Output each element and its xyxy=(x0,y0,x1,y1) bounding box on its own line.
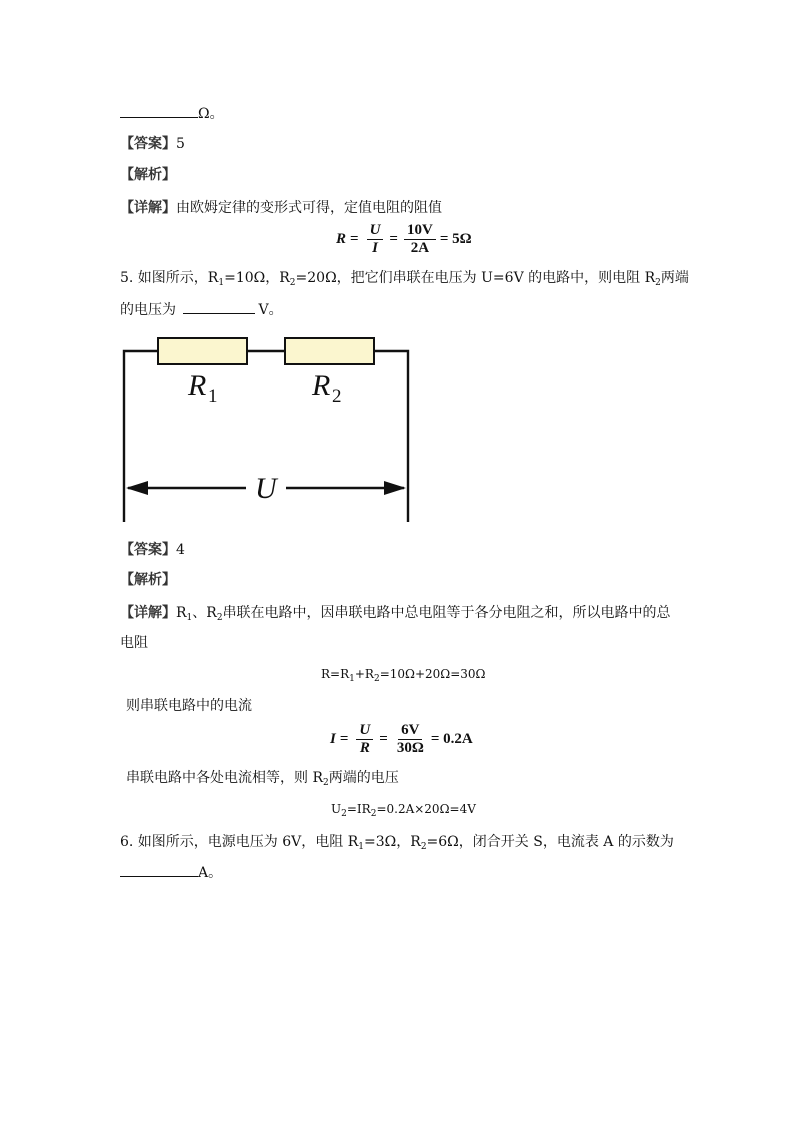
text: =10Ω+20Ω=30Ω xyxy=(379,667,486,681)
subscript: 1 xyxy=(349,674,355,684)
subscript: 2 xyxy=(373,674,380,684)
answer-label: 【答案】 xyxy=(120,136,176,152)
detail-label: 【详解】 xyxy=(120,200,176,216)
subscript: 2 xyxy=(341,809,347,819)
text: A。 xyxy=(198,865,223,881)
subscript: 1 xyxy=(186,613,193,623)
frac-num: U xyxy=(367,222,384,240)
subscript: 2 xyxy=(289,278,296,288)
formula-result: = 5Ω xyxy=(439,231,472,247)
stem-text: V。 xyxy=(258,302,283,318)
subscript: 2 xyxy=(370,809,377,819)
answer-value: 4 xyxy=(176,542,185,558)
answer-blank xyxy=(183,299,255,314)
q5-answer xyxy=(120,540,185,560)
q5-eq-u2 xyxy=(331,802,476,819)
q6-stem-line1 xyxy=(120,832,674,857)
subscript: 1 xyxy=(218,278,225,288)
text: 电阻 xyxy=(120,635,148,651)
q5-current-text xyxy=(126,696,252,716)
text: 、R xyxy=(192,605,217,621)
text: 则串联电路中的电流 xyxy=(126,698,252,714)
q4-detail xyxy=(120,198,442,218)
frac-num: 10V xyxy=(404,222,436,240)
q4-analysis xyxy=(120,165,176,185)
q5-voltage-text xyxy=(126,768,399,793)
text: 串联在电路中，因串联电路中总电阻等于各分电阻之和，所以电路中的总 xyxy=(222,605,671,621)
stem-text: =10Ω，R xyxy=(224,270,290,286)
text: 串联电路中各处电流相等，则 R xyxy=(126,770,323,786)
r1-sub: 1 xyxy=(208,386,218,407)
answer-label: 【答案】 xyxy=(120,542,176,558)
resistor-r1 xyxy=(158,338,247,364)
q5-formula xyxy=(330,722,473,757)
q5-detail-line2 xyxy=(120,633,148,653)
q6-stem-line2 xyxy=(120,862,222,883)
frac-num: 6V xyxy=(398,722,422,740)
subscript: 2 xyxy=(323,778,329,788)
wire-right xyxy=(374,351,408,522)
subscript: 1 xyxy=(358,842,365,852)
q5-stem-line1 xyxy=(120,268,689,293)
formula-eq: = xyxy=(350,231,359,247)
formula-eq: = xyxy=(339,731,349,747)
answer-value: 5 xyxy=(176,136,185,152)
circuit-diagram xyxy=(118,332,414,526)
detail-text: 由欧姆定律的变形式可得，定值电阻的阻值 xyxy=(176,200,442,216)
wire-left xyxy=(124,351,158,522)
answer-blank xyxy=(120,862,198,877)
q4-answer xyxy=(120,134,185,154)
q5-eq-total xyxy=(321,667,486,684)
formula-eq: = xyxy=(389,231,398,247)
stem-text: 的电压为 xyxy=(120,302,181,318)
text: 两端的电压 xyxy=(328,770,399,786)
text: U xyxy=(331,802,342,816)
frac-den: I xyxy=(372,240,378,256)
stem-text: 两端 xyxy=(660,270,689,286)
formula-lhs: R xyxy=(336,231,347,247)
analysis-label: 【解析】 xyxy=(120,167,176,183)
subscript: 2 xyxy=(420,842,427,852)
u-label: U xyxy=(255,472,277,505)
formula-lhs: I xyxy=(330,731,336,747)
detail-label: 【详解】 xyxy=(120,605,176,621)
stem-text: 5. 如图所示，R xyxy=(120,270,219,286)
r2-sub: 2 xyxy=(332,386,342,407)
q4-formula xyxy=(336,222,472,257)
formula-eq: = xyxy=(379,731,388,747)
stem-text: =20Ω，把它们串联在电压为 U=6V 的电路中，则电阻 R xyxy=(295,270,656,286)
resistor-r2 xyxy=(285,338,374,364)
formula-fraction xyxy=(404,222,436,257)
r2-label: R xyxy=(312,369,331,402)
frac-den: R xyxy=(359,740,370,756)
r1-label: R xyxy=(188,369,207,402)
text: =0.2A×20Ω=4V xyxy=(376,802,476,816)
formula-fraction xyxy=(356,722,373,757)
q4-blank-line xyxy=(120,103,224,124)
formula-result: = 0.2A xyxy=(430,731,473,747)
text: =6Ω，闭合开关 S，电流表 A 的示数为 xyxy=(426,834,674,850)
analysis-label: 【解析】 xyxy=(120,572,176,588)
text: =IR xyxy=(346,802,371,816)
answer-blank xyxy=(120,103,198,118)
subscript: 2 xyxy=(655,278,661,288)
frac-num: U xyxy=(356,722,373,740)
q5-analysis xyxy=(120,570,176,590)
formula-fraction xyxy=(367,222,384,257)
frac-den: 30Ω xyxy=(396,740,424,756)
unit-text: Ω。 xyxy=(198,106,224,122)
text: +R xyxy=(354,667,374,681)
text: 6. 如图所示，电源电压为 6V，电阻 R xyxy=(120,834,359,850)
text: =3Ω，R xyxy=(364,834,421,850)
formula-fraction xyxy=(394,722,427,757)
text: R xyxy=(176,605,187,621)
subscript: 2 xyxy=(216,613,223,623)
frac-den: 2A xyxy=(410,240,430,256)
q5-stem-line2 xyxy=(120,299,283,320)
text: R=R xyxy=(321,667,350,681)
q5-detail-line1 xyxy=(120,603,671,628)
